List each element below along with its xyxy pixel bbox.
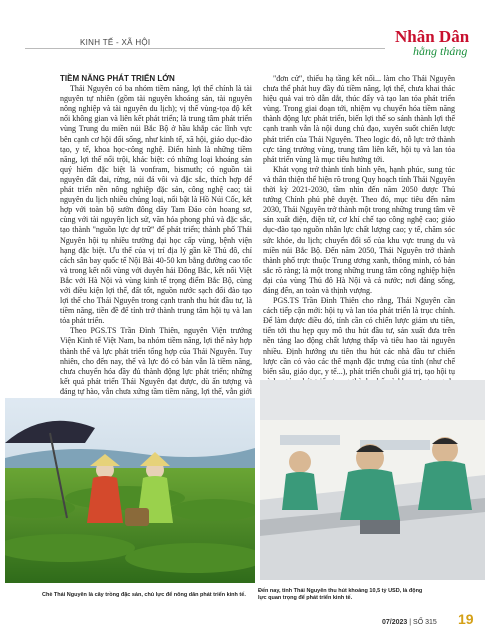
photo-caption-left: Chè Thái Nguyên là cây trồng đặc sản, chủ lực để nông dân phát triển kinh tế. [42, 592, 246, 598]
magazine-logo [395, 28, 477, 62]
photo-caption-right: Đến nay, tỉnh Thái Nguyên thu hút khoảng 10,5 tỷ USD, là động lực quan trọng để phát triển kinh tế. [258, 588, 423, 601]
issue-info [382, 619, 437, 626]
issue-number: SỐ 315 [413, 619, 437, 626]
page-number: 19 [458, 611, 474, 627]
paragraph: "đơn cử", thiếu hạ tầng kết nối... làm cho Thái Nguyên chưa thể phát huy đầy đủ tiềm năng, lợi thế, chưa khai thác hiệu quả vai trò dẫn dắt, thúc đẩy và tạo lan tỏa phát triển vùng. Trong giai đoạn tới, nhiệm vụ chuyển hóa tiềm năng thành động lực phát triển, biến lợi thế so sánh thành lợi thế cạnh tranh vẫn là nội dung chủ đạo, xuyên suốt chiến lược phát triển của Thái Nguyên. Theo logic đó, nỗ lực trở thành cực tăng trưởng vùng, trung tâm liên kết, hội tụ và lan tỏa phát triển vùng là mục tiêu hướng tới. [263, 74, 455, 164]
article-column-left [60, 74, 252, 437]
section-label: KINH TẾ - XÃ HỘI [80, 38, 151, 47]
factory-workers-photo [260, 380, 485, 580]
paragraph: Theo PGS.TS Trần Đình Thiên, nguyên Viện trưởng Viện Kinh tế Việt Nam, ba nhóm tiềm năng, lợi thế này hợp thành thế và lực phát triển tổng hợp của Thái Nguyên. Tuy nhiên, cho đến nay, thế và lực đó có bản vẫn là tiềm năng, chưa chuyển hóa đầy đủ thành động lực phát triển; những kết quả phát triển Thái Nguyên đạt được, dù ấn tượng và đáng tự hào, vẫn chưa xứng tầm tiềm năng, lợi thế, vẫn giới [60, 326, 252, 396]
logo-subtitle: hằng tháng [413, 44, 468, 58]
page-header [0, 0, 500, 70]
folio-separator: | [409, 619, 412, 626]
tea-harvest-photo [5, 398, 255, 583]
paragraph: Thái Nguyên có ba nhóm tiềm năng, lợi thế chính là tài nguyên tự nhiên (gồm tài nguyên khoáng sản, tài nguyên nông nghiệp và tài nguyên du lịch); vị thế vùng-tọa độ kết nối không gian và liên kết phát triển; là trung tâm phát triển vùng Trung du miền núi Bắc Bộ ở hầu khắp các lĩnh vực bên cạnh cơ hội đổi sống, như kinh tế, xã hội, giáo dục-đào tạo, y tế, khoa học-công nghệ. Điển hình là những tiềm năng, lợi thế nổi trội, khác biệt: có những loại khoáng sản quý hiếm đặc biệt là vonfram, bismuth; có nguồn tài nguyên đất đai, rừng, núi đá vôi và đặc sắc, thích hợp để phát triển nền nông nghiệp đặc sản, công nghệ cao; tài nguyên du lịch nhiều chủng loại, nổi bật là Hồ Núi Cốc, kết hợp với toàn bộ sườn đông dãy Tam Đảo còn hoang sơ, cùng với tài nguyên lịch sử, văn hóa phong phú và đặc sắc, tạo thành "nguồn lực dự trữ" để phát triển; thành phố Thái Nguyên hội tụ nhiều trường đại học cấp vùng, bệnh viện hạng đặc biệt. Ưu thế của vị trí địa lý gần kề Thủ đô, chỉ cách sân bay quốc tế Nội Bài 40-50 km bằng đường cao tốc và trong kết nối vùng với duyên hải Đông Bắc, kết nối Việt Bắc với Hà Nội và vùng kinh tế trọng điểm Bắc Bộ, cùng với điều kiện lợi thế, đất tốt, nguồn nước sạch đối đào tạo lợi thế cho Thái Nguyên trong cạnh tranh thu hút đầu tư, là tiềm năng, tiền đề để tỉnh trở thành trung tâm hội tụ và lan tỏa phát triển. [60, 84, 252, 326]
header-rule [25, 48, 385, 49]
paragraph: Khát vọng trở thành tỉnh bình yên, hạnh phúc, sung túc và thân thiện thể hiện rõ trong Quy hoạch tỉnh Thái Nguyên thời kỳ 2021-2030, tầm nhìn đến năm 2050 được Thủ tướng Chính phủ phê duyệt. Theo đó, mục tiêu đến năm 2030, Thái Nguyên trở thành một trong những trung tâm về sản xuất điện, điện tử, cơ khí chế tạo công nghệ cao; giáo dục-đào tạo nguồn nhân lực chất lượng cao; y tế, chăm sóc sức khỏe, du lịch; chuyển đổi số của khu vực trung du và miền núi Bắc Bộ. Đến năm 2050, Thái Nguyên trở thành thành phố trực thuộc Trung ương xanh, thông minh, có bản sắc rõ ràng; là một trong những trung tâm công nghiệp hiện đại của vùng Thủ đô Hà Nội và cả nước; nơi đáng sống, đáng đến, an toàn và thịnh vượng. [263, 164, 455, 295]
article-heading: TIỀM NĂNG PHÁT TRIỂN LỚN [60, 74, 175, 83]
logo-title: Nhân Dân [395, 27, 470, 46]
issue-date: 07/2023 [382, 619, 408, 626]
paragraph: PGS.TS Trần Đình Thiên cho rằng, Thái Nguyên cần cách tiếp cận mới: hội tụ và lan tỏa phát triển là trục chính. Để làm được điều đó, tỉnh cần có chiến lược giảm ưu tiên, tiến tới thu hẹp quy mô thu hút đầu tư, sản xuất đưa trên nền tảng lao động chất lượng thấp và tiêu hao tài nguyên nhiều. Định hướng ưu tiên thu hút các nhà đầu tư chiến lược cần có vào các thế mạnh đặc trưng của tỉnh (như chế biến sâu, giáo dục, y tế...), phát triển chuỗi giá trị, tạo hội tụ [263, 296, 455, 376]
